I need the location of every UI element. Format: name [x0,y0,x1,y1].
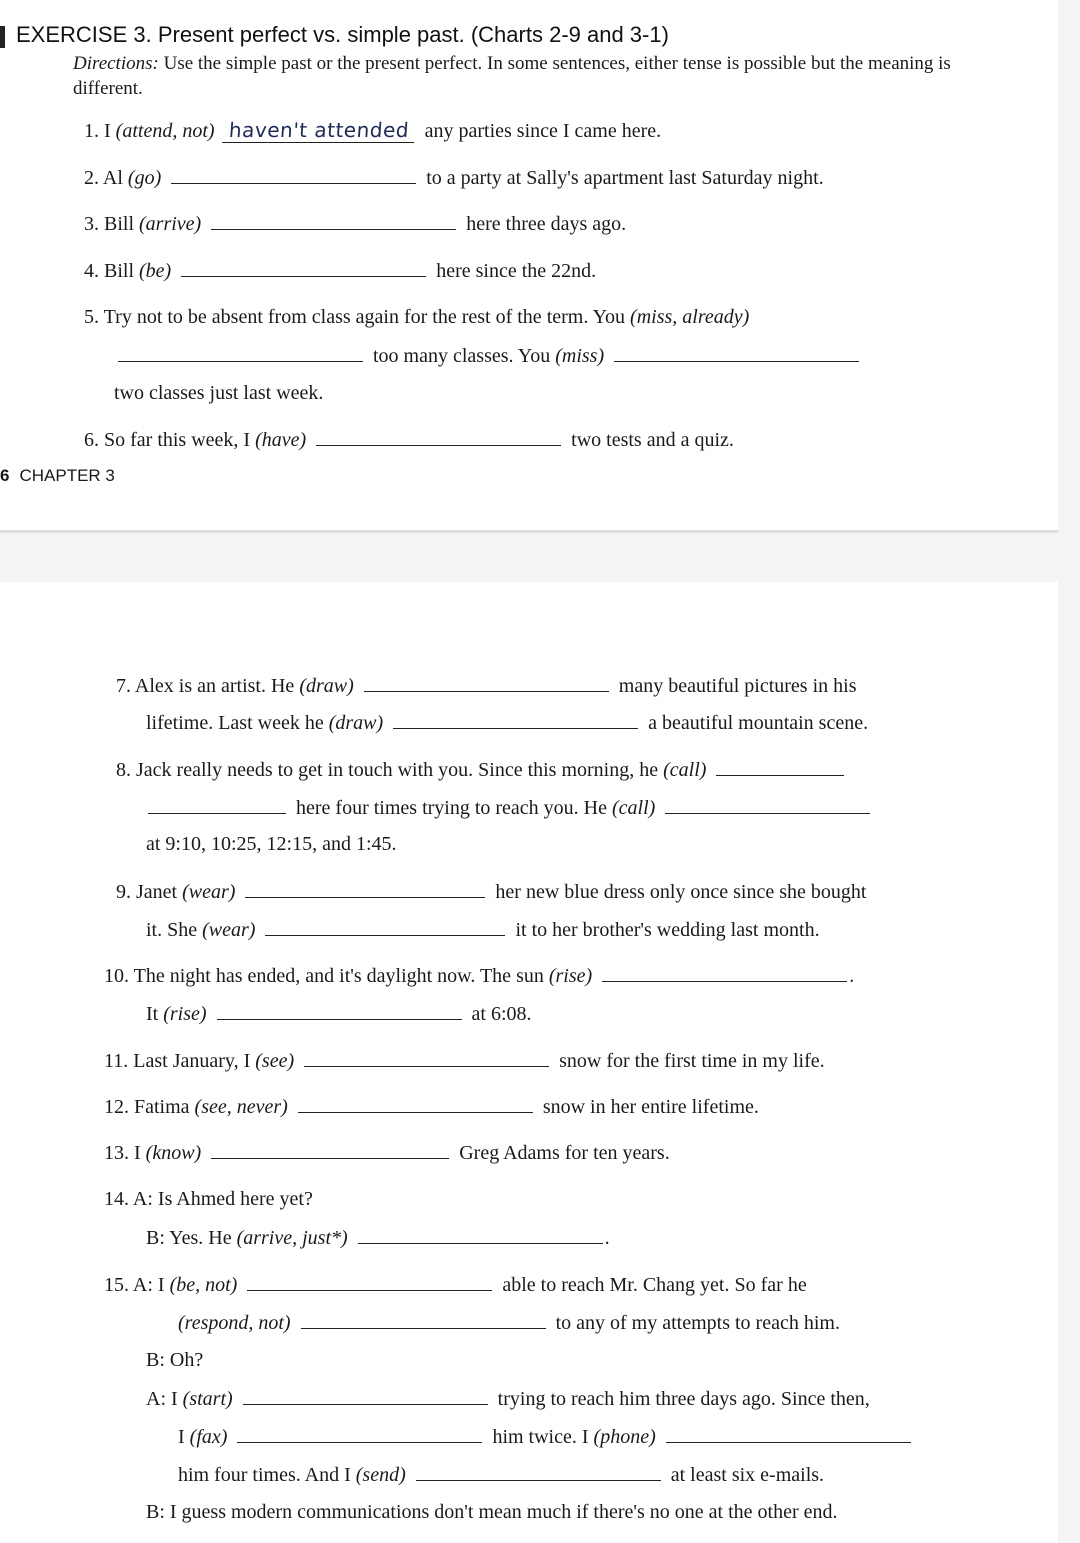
item-9-line2: it. She (wear) it to her brother's wedding last month. [146,919,820,941]
directions [73,51,953,101]
item-2: 2. Al (go) to a party at Sally's apartment last Saturday night. [84,167,824,189]
answer-blank-9b[interactable] [265,917,505,936]
item-5-line2: too many classes. You (miss) [114,343,869,368]
answer-blank-8b[interactable] [665,795,870,814]
item-6: 6. So far this week, I (have) two tests and a quiz. [84,429,734,451]
item-1: 1. I (attend, not) haven't attended any parties since I came here. [84,118,662,142]
answer-blank-3[interactable] [211,211,456,230]
answer-blank-8a-cont[interactable] [148,795,286,814]
item-15-line5: I (fax) him twice. I (phone) [178,1424,921,1449]
answer-1: haven't attended [222,118,416,143]
item-15-line2: (respond, not) to any of my attempts to reach him. [178,1312,840,1334]
answer-blank-9a[interactable] [245,879,485,898]
page-gap [0,530,1080,582]
item-15-line4: A: I (start) trying to reach him three days ago. Since then, [146,1388,870,1410]
answer-blank-15d[interactable] [237,1424,482,1443]
item-7-line2: lifetime. Last week he (draw) a beautiful mountain scene. [146,712,869,734]
item-10-line2: It (rise) at 6:08. [146,1003,532,1025]
item-15: 15. A: I (be, not) able to reach Mr. Chang yet. So far he [104,1274,807,1296]
item-14: 14. A: Is Ahmed here yet? [104,1188,313,1210]
item-14-line2: B: Yes. He (arrive, just*) . [146,1227,610,1249]
item-11: 11. Last January, I (see) snow for the first time in my life. [104,1050,825,1072]
answer-blank-6[interactable] [316,427,561,446]
item-13: 13. I (know) Greg Adams for ten years. [104,1142,670,1164]
answer-blank-7b[interactable] [393,710,638,729]
item-12: 12. Fatima (see, never) snow in her entire lifetime. [104,1096,759,1118]
viewer-gutter [1058,0,1080,1543]
item-7: 7. Alex is an artist. He (draw) many beautiful pictures in his [116,675,857,697]
answer-blank-4[interactable] [181,258,426,277]
answer-blank-13[interactable] [211,1140,449,1159]
item-5-line3: two classes just last week. [114,382,324,404]
answer-blank-14[interactable] [358,1225,603,1244]
answer-blank-12[interactable] [298,1094,533,1113]
answer-blank-5a[interactable] [118,343,363,362]
page-footer [0,466,115,486]
answer-blank-15c[interactable] [243,1386,488,1405]
margin-rule [0,26,5,48]
directions-text: Use the simple past or the present perfect. In some sentences, either tense is possible but the meaning is different. [73,53,951,99]
item-10: 10. The night has ended, and it's daylight now. The sun (rise) . [104,965,855,987]
answer-blank-10b[interactable] [217,1001,462,1020]
answer-blank-15e[interactable] [666,1424,911,1443]
directions-label: Directions: [73,53,159,74]
answer-blank-5b[interactable] [614,343,859,362]
exercise-title: EXERCISE 3. Present perfect vs. simple past. (Charts 2-9 and 3-1) [16,22,669,47]
item-8-line2: here four times trying to reach you. He (call) [146,795,880,820]
page-bottom [0,582,1058,1543]
item-5: 5. Try not to be absent from class again for the rest of the term. You (miss, already) [84,306,750,328]
answer-blank-15a[interactable] [247,1272,492,1291]
answer-blank-8a[interactable] [716,757,844,776]
page-number: 6 [0,466,10,485]
answer-blank-10a[interactable] [602,963,847,982]
answer-blank-2[interactable] [171,165,416,184]
answer-blank-15f[interactable] [416,1462,661,1481]
answer-blank-7a[interactable] [364,673,609,692]
item-15-line6: him four times. And I (send) at least six e-mails. [178,1464,825,1486]
item-9: 9. Janet (wear) her new blue dress only once since she bought [116,881,867,903]
answer-blank-15b[interactable] [301,1310,546,1329]
page-shadow [0,530,1058,533]
item-15-line7: B: I guess modern communications don't mean much if there's no one at the other end. [146,1501,838,1523]
item-3: 3. Bill (arrive) here three days ago. [84,213,627,235]
answer-blank-11[interactable] [304,1048,549,1067]
page-top [0,0,1058,530]
item-4: 4. Bill (be) here since the 22nd. [84,260,597,282]
item-15-line3: B: Oh? [146,1349,204,1371]
chapter-label: CHAPTER 3 [19,466,115,485]
item-8: 8. Jack really needs to get in touch with you. Since this morning, he (call) [116,757,854,782]
item-8-line3: at 9:10, 10:25, 12:15, and 1:45. [146,833,397,855]
